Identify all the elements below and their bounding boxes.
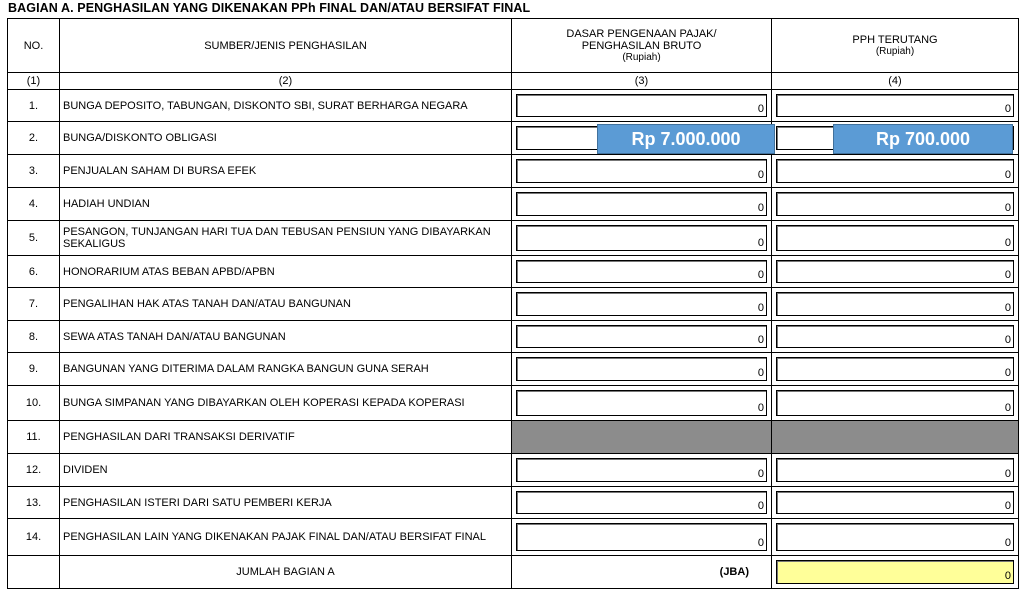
pph-input[interactable] xyxy=(776,292,1014,316)
pph-input[interactable] xyxy=(776,192,1014,216)
pph-value: 0 xyxy=(1004,468,1011,480)
pph-input[interactable] xyxy=(776,225,1014,251)
pph-row2-overlay: Rp 700.000 xyxy=(833,124,1013,154)
table-row xyxy=(8,353,1019,386)
row-number: 2. xyxy=(8,122,60,155)
header-pph-line1: PPH TERUTANG xyxy=(852,34,938,46)
table-row xyxy=(8,519,1019,556)
header-pph-unit: (Rupiah) xyxy=(875,46,915,57)
dpp-cell xyxy=(512,90,772,122)
row-label: PENJUALAN SAHAM DI BURSA EFEK xyxy=(60,155,512,188)
pph-value: 0 xyxy=(1004,500,1011,512)
dpp-value: 0 xyxy=(757,237,764,249)
total-no xyxy=(8,556,60,589)
row-label: BUNGA SIMPANAN YANG DIBAYARKAN OLEH KOPERASI KEPADA KOPERASI xyxy=(60,386,512,421)
table-row xyxy=(8,221,1019,256)
table-row xyxy=(8,454,1019,487)
dpp-cell xyxy=(512,321,772,353)
row-number: 6. xyxy=(8,256,60,288)
pph-value: 0 xyxy=(1004,269,1011,281)
dpp-value: 0 xyxy=(757,334,764,346)
pph-cell xyxy=(772,487,1019,519)
row-number: 3. xyxy=(8,155,60,188)
row-number: 8. xyxy=(8,321,60,353)
table-row xyxy=(8,386,1019,421)
total-cell xyxy=(772,556,1019,589)
table-row xyxy=(8,321,1019,353)
pph-cell xyxy=(772,386,1019,421)
dpp-input[interactable] xyxy=(516,357,767,381)
pph-value: 0 xyxy=(1004,169,1011,181)
row-label: DIVIDEN xyxy=(60,454,512,487)
pph-value: 0 xyxy=(1004,103,1011,115)
dpp-input[interactable] xyxy=(516,192,767,216)
table-row xyxy=(8,90,1019,122)
pph-input[interactable] xyxy=(776,390,1014,416)
pph-value: 0 xyxy=(1004,334,1011,346)
row-number: 12. xyxy=(8,454,60,487)
pph-cell xyxy=(772,155,1019,188)
pph-value: 0 xyxy=(1004,537,1011,549)
dpp-cell xyxy=(512,454,772,487)
row-label: PENGHASILAN DARI TRANSAKSI DERIVATIF xyxy=(60,421,512,454)
row-label: BUNGA DEPOSITO, TABUNGAN, DISKONTO SBI, SURAT BERHARGA NEGARA xyxy=(60,90,512,122)
dpp-value: 0 xyxy=(757,402,764,414)
row-number: 11. xyxy=(8,421,60,454)
pph-input[interactable] xyxy=(776,491,1014,514)
dpp-input[interactable] xyxy=(516,260,767,283)
row-label: PENGHASILAN ISTERI DARI SATU PEMBERI KERJA xyxy=(60,487,512,519)
pph-cell xyxy=(772,454,1019,487)
dpp-cell xyxy=(512,386,772,421)
pph-cell xyxy=(772,90,1019,122)
header-no: NO. xyxy=(8,19,60,73)
dpp-cell xyxy=(512,288,772,321)
dpp-cell xyxy=(512,353,772,386)
table-row xyxy=(8,256,1019,288)
row-number: 4. xyxy=(8,188,60,221)
header-dpp-line1: DASAR PENGENAAN PAJAK/ xyxy=(566,28,717,40)
pph-value: 0 xyxy=(1004,402,1011,414)
col-index: (2) xyxy=(60,73,512,90)
pph-cell xyxy=(772,188,1019,221)
table-row xyxy=(8,188,1019,221)
total-label: JUMLAH BAGIAN A xyxy=(60,556,512,589)
pph-cell xyxy=(772,256,1019,288)
pph-cell xyxy=(772,221,1019,256)
dpp-value: 0 xyxy=(757,103,764,115)
header-source: SUMBER/JENIS PENGHASILAN xyxy=(60,19,512,73)
row-label: BANGUNAN YANG DITERIMA DALAM RANGKA BANGUN GUNA SERAH xyxy=(60,353,512,386)
pph-input[interactable] xyxy=(776,357,1014,381)
dpp-input[interactable] xyxy=(516,225,767,251)
pph-input[interactable] xyxy=(776,325,1014,348)
dpp-cell xyxy=(512,256,772,288)
row-number: 10. xyxy=(8,386,60,421)
total-value-field[interactable] xyxy=(776,560,1014,584)
row-label: PENGALIHAN HAK ATAS TANAH DAN/ATAU BANGUNAN xyxy=(60,288,512,321)
table-row xyxy=(8,288,1019,321)
dpp-value: 0 xyxy=(757,468,764,480)
dpp-cell xyxy=(512,519,772,556)
dpp-cell xyxy=(512,487,772,519)
row-label: PENGHASILAN LAIN YANG DIKENAKAN PAJAK FINAL DAN/ATAU BERSIFAT FINAL xyxy=(60,519,512,556)
table-row xyxy=(8,155,1019,188)
dpp-value: 0 xyxy=(757,302,764,314)
dpp-cell xyxy=(512,188,772,221)
header-dpp xyxy=(512,19,772,73)
pph-input[interactable] xyxy=(776,260,1014,283)
row-label: HONORARIUM ATAS BEBAN APBD/APBN xyxy=(60,256,512,288)
pph-cell-disabled xyxy=(772,421,1019,454)
row-number: 14. xyxy=(8,519,60,556)
table-row xyxy=(8,421,1019,454)
column-index-row xyxy=(8,73,1019,90)
row-number: 9. xyxy=(8,353,60,386)
total-row xyxy=(8,556,1019,589)
table-row xyxy=(8,487,1019,519)
dpp-input[interactable] xyxy=(516,159,767,183)
row-label: PESANGON, TUNJANGAN HARI TUA DAN TEBUSAN PENSIUN YANG DIBAYARKAN SEKALIGUS xyxy=(60,221,512,256)
row-number: 5. xyxy=(8,221,60,256)
pph-input[interactable] xyxy=(776,523,1014,551)
pph-input[interactable] xyxy=(776,159,1014,183)
dpp-value: 0 xyxy=(757,269,764,281)
row-number: 7. xyxy=(8,288,60,321)
col-index: (3) xyxy=(512,73,772,90)
header-dpp-unit: (Rupiah) xyxy=(622,52,661,63)
dpp-input[interactable] xyxy=(516,458,767,482)
dpp-input[interactable] xyxy=(516,491,767,514)
dpp-cell xyxy=(512,155,772,188)
dpp-cell xyxy=(512,221,772,256)
col-index: (1) xyxy=(8,73,60,90)
dpp-value: 0 xyxy=(757,202,764,214)
pph-input[interactable] xyxy=(776,94,1014,117)
dpp-input[interactable] xyxy=(516,292,767,316)
income-table xyxy=(7,18,1019,589)
dpp-cell-disabled xyxy=(512,421,772,454)
dpp-value: 0 xyxy=(757,500,764,512)
row-label: SEWA ATAS TANAH DAN/ATAU BANGUNAN xyxy=(60,321,512,353)
row-label: BUNGA/DISKONTO OBLIGASI xyxy=(60,122,512,155)
dpp-input[interactable] xyxy=(516,523,767,551)
pph-value: 0 xyxy=(1004,202,1011,214)
dpp-value: 0 xyxy=(757,169,764,181)
pph-cell xyxy=(772,321,1019,353)
header-row xyxy=(8,19,1019,73)
dpp-input[interactable] xyxy=(516,94,767,117)
row-number: 1. xyxy=(8,90,60,122)
dpp-value: 0 xyxy=(757,367,764,379)
pph-cell xyxy=(772,353,1019,386)
dpp-value: 0 xyxy=(757,537,764,549)
pph-input[interactable] xyxy=(776,458,1014,482)
header-pph xyxy=(772,19,1019,73)
pph-value: 0 xyxy=(1004,367,1011,379)
row-label: HADIAH UNDIAN xyxy=(60,188,512,221)
dpp-input[interactable] xyxy=(516,390,767,416)
pph-cell xyxy=(772,288,1019,321)
section-title: BAGIAN A. PENGHASILAN YANG DIKENAKAN PPh FINAL DAN/ATAU BERSIFAT FINAL xyxy=(8,1,531,15)
dpp-input[interactable] xyxy=(516,325,767,348)
pph-cell xyxy=(772,519,1019,556)
col-index: (4) xyxy=(772,73,1019,90)
row-number: 13. xyxy=(8,487,60,519)
total-code: (JBA) xyxy=(512,556,772,589)
dpp-row2-overlay: Rp 7.000.000 xyxy=(597,124,775,154)
header-dpp-line2: PENGHASILAN BRUTO xyxy=(581,40,702,52)
pph-value: 0 xyxy=(1004,302,1011,314)
pph-value: 0 xyxy=(1004,237,1011,249)
total-value: 0 xyxy=(1004,570,1011,582)
